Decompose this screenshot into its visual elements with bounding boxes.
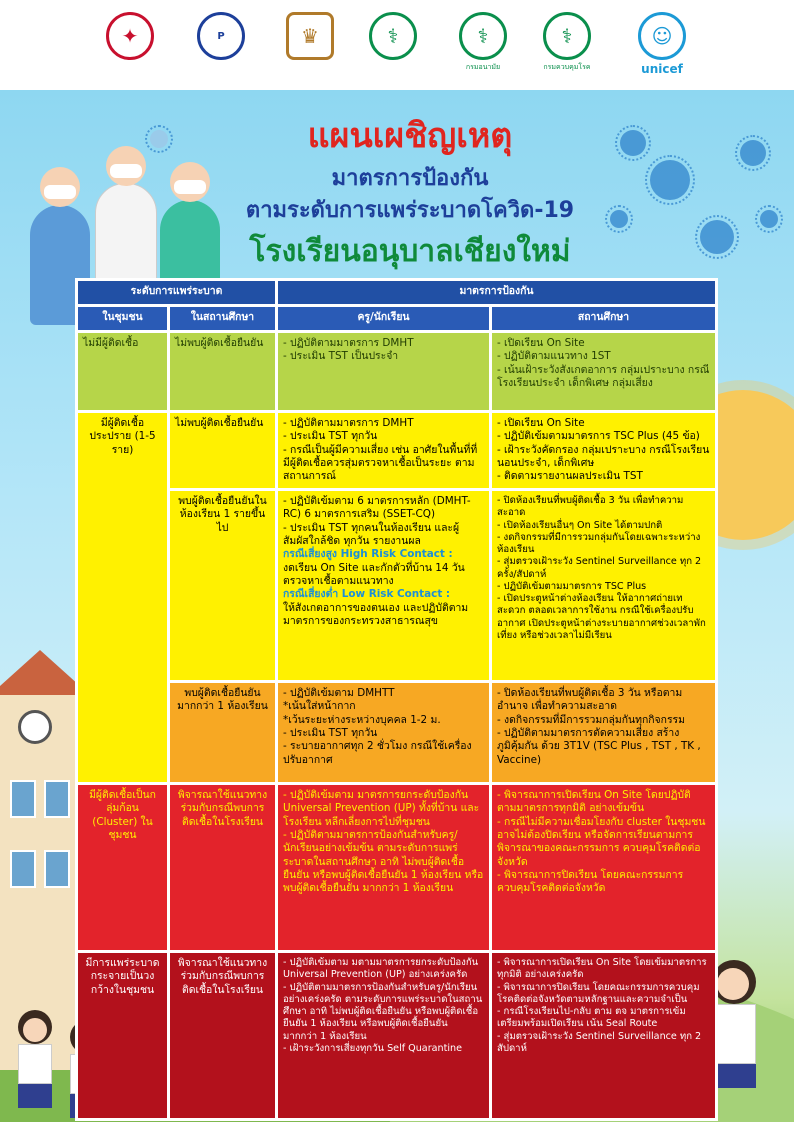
list-item: *เว้นระยะห่างระหว่างบุคคล 1-2 ม. <box>283 713 441 726</box>
logo-1 <box>103 12 157 76</box>
royal-emblem-icon: ♛ <box>286 12 334 60</box>
list-item: - งดกิจกรรมที่มีการรวมกลุ่มกันทุกกิจกรรม <box>497 713 685 726</box>
list-item: - ปฏิบัติเข้มตาม DMHTT <box>283 687 395 699</box>
list-item: - ปฏิบัติตามมาตรการ DMHT <box>283 417 414 429</box>
row1-school: ไม่พบผู้ติดเชื้อยืนยัน <box>169 332 277 412</box>
table-row <box>77 412 717 490</box>
list-item: - เน้นเฝ้าระวังสังเกตอาการ กลุ่มเปราะบาง กรณีโรงเรียนประจำ เด็กพิเศษ กลุ่มเสี่ยง <box>497 363 710 389</box>
list-item: - พิจารณาการเปิดเรียน On Site โดยปฏิบัติตามมาตรการทุกมิติ อย่างเข้มข้น <box>497 789 691 815</box>
logo-2 <box>194 12 248 76</box>
table-row <box>77 490 717 682</box>
header-teacher: ครู/นักเรียน <box>277 306 491 332</box>
virus-icon <box>740 140 766 166</box>
unicef-logo-icon: ☺ <box>638 12 686 60</box>
list-item: - ปฏิบัติตามแนวทาง 1ST <box>497 350 611 363</box>
list-item: - ปฏิบัติตามมาตรการป้องกันสำหรับครู/นักเรียนอย่างเข้มข้น ตามระดับการแพร่ระบาดในสถานศึกษา อาทิ ไม่พบผู้ติดเชื้อยืนยัน หรือพบผู้ติดเชื้อยืนยัน 1 ห้องเรียน หรือพบผู้ติดเชื้อยืนยัน มากกว่า 1 ห้องเรียน <box>283 828 484 895</box>
row2b-teacher <box>277 490 491 682</box>
subtitle-covid: ตามระดับการแพร่ระบาดโควิด-19 <box>245 198 575 223</box>
table-row <box>77 332 717 412</box>
virus-icon <box>760 210 778 228</box>
row2a-teacher <box>277 412 491 490</box>
list-item: - เปิดเรียน On Site <box>497 417 585 429</box>
list-item: - เฝ้าระวังการเสี่ยงทุกวัน Self Quarantine <box>283 1042 463 1054</box>
list-item: - ประเมิน TST ทุกวัน <box>283 430 378 443</box>
page-title: แผนเผชิญเหตุ <box>307 116 513 156</box>
row2c-institution <box>491 682 717 784</box>
logo-5 <box>456 12 510 76</box>
list-item: - ระบายอากาศทุก 2 ชั่วโมง กรณีใช้เครื่องปรับอากาศ <box>283 740 472 766</box>
header-measures: มาตรการป้องกัน <box>277 280 717 306</box>
measures-table <box>75 278 718 1121</box>
list-item: - พิจารณาการปิดเรียน โดยคณะกรรมการควบคุมโรคติดต่อจังหวัดตามหลักฐานและความจำเป็น <box>497 981 700 1005</box>
virus-icon <box>620 130 646 156</box>
list-item: - ปิดห้องเรียนที่พบผู้ติดเชื้อ 3 วัน เพื่อทำความสะอาด <box>497 495 684 519</box>
list-item: - สุ่มตรวจเฝ้าระวัง Sentinel Surveillance ทุก 2 ครั้ง/สัปดาห์ <box>497 556 702 580</box>
list-item: - ประเมิน TST ทุกคนในห้องเรียน และผู้สัมผัสใกล้ชิด ทุกวัน รายงานผล <box>283 521 460 547</box>
clock-icon <box>18 710 52 744</box>
list-item: - พิจารณาการปิดเรียน โดยคณะกรรมการควบคุมโรคติดต่อจังหวัด <box>497 868 684 895</box>
header-school: ในสถานศึกษา <box>169 306 277 332</box>
row3-institution <box>491 784 717 952</box>
row4-community: มีการแพร่ระบาดกระจายเป็นวงกว้างในชุมชน <box>77 952 169 1120</box>
list-item: - ปฏิบัติตามมาตรการตัดความเสี่ยง สร้างภูมิคุ้มกัน ด้วย 3T1V (TSC Plus , TST , TK , Vaccine) <box>497 726 701 766</box>
department-of-health-icon: ⚕ <box>459 12 507 60</box>
row4-teacher <box>277 952 491 1120</box>
student-figure <box>18 1010 52 1122</box>
high-risk-label: กรณีเสี่ยงสูง High Risk Contact : <box>283 548 453 561</box>
logo-3 <box>283 12 337 76</box>
logo-caption: กรมอนามัย <box>465 63 501 71</box>
list-item: - กรณีเป็นผู้มีความเสี่ยง เช่น อาศัยในพื้นที่ที่มีผู้ติดเชื้อควรสุ่มตรวจหาเชื้อเป็นระยะ ตามสถานการณ์ <box>283 443 478 483</box>
list-item: - ปฏิบัติเข้มตามมาตรการ TSC Plus (45 ข้อ) <box>497 430 700 443</box>
row2c-school: พบผู้ติดเชื้อยืนยันมากกว่า 1 ห้องเรียน <box>169 682 277 784</box>
list-item: - เปิดห้องเรียนอื่นๆ On Site ได้ตามปกติ <box>497 519 663 531</box>
logo-bar <box>0 0 794 90</box>
virus-icon <box>700 220 734 254</box>
row1-institution <box>491 332 717 412</box>
logo-6 <box>540 12 594 76</box>
table-row <box>77 952 717 1120</box>
row2b-institution <box>491 490 717 682</box>
logo-4 <box>366 12 420 76</box>
list-item: - ปิดห้องเรียนที่พบผู้ติดเชื้อ 3 วัน หรือตามอำนาจ เพื่อทำความสะอาด <box>497 687 683 713</box>
high-risk-text: งดเรียน On Site และกักตัวที่บ้าน 14 วัน ตรวจหาเชื้อตามแนวทาง <box>283 561 465 587</box>
school-name: โรงเรียนอนุบาลเชียงใหม่ <box>249 234 571 269</box>
row3-community: มีผู้ติดเชื้อเป็นกลุ่มก้อน (Cluster) ในชุมชน <box>77 784 169 952</box>
table-row <box>77 784 717 952</box>
logo-caption: unicef <box>641 62 683 76</box>
ministry-public-health-icon: ⚕ <box>369 12 417 60</box>
list-item: - งดกิจกรรมที่มีการรวมกลุ่มกันโดยเฉพาะระหว่างห้องเรียน <box>497 531 701 556</box>
disease-control-icon: ⚕ <box>543 12 591 60</box>
table-subheader-row <box>77 306 717 332</box>
list-item: - เฝ้าระวังคัดกรอง กลุ่มเปราะบาง กรณีโรงเรียนนอนประจำ, เด็กพิเศษ <box>497 443 710 469</box>
list-item: - ประเมิน TST ทุกวัน <box>283 726 378 739</box>
list-item: *เน้นใส่หน้ากาก <box>283 700 356 713</box>
row2a-institution <box>491 412 717 490</box>
logo-caption: กรมควบคุมโรค <box>543 63 591 71</box>
virus-icon <box>650 160 690 200</box>
list-item: - สุ่มตรวจเฝ้าระวัง Sentinel Surveillance ทุก 2 สัปดาห์ <box>497 1030 702 1054</box>
table-header-row <box>77 280 717 306</box>
list-item: - ปฏิบัติเข้มตามมาตรการ TSC Plus <box>497 580 647 592</box>
list-item: - กรณีไม่มีความเชื่อมโยงกับ cluster ในชุมชน อาจไม่ต้องปิดเรียน หรือจัดการเรียนตามการพิจารณาของคณะกรรมการ ควบคุมโรคติดต่อจังหวัด <box>497 815 706 868</box>
row2b-school: พบผู้ติดเชื้อยืนยันในห้องเรียน 1 รายขึ้นไป <box>169 490 277 682</box>
list-item: - ประเมิน TST เป็นประจำ <box>283 350 399 363</box>
list-item: - ปฏิบัติตามมาตรการ DMHT <box>283 337 414 349</box>
list-item: - ติดตามรายงานผลประเมิน TST <box>497 470 643 483</box>
pidst-logo-icon: P <box>197 12 245 60</box>
row3-school: พิจารณาใช้แนวทาง ร่วมกับกรณีพบการติดเชื้อในโรงเรียน <box>169 784 277 952</box>
list-item: - กรณีโรงเรียนไป-กลับ ตาม ตจ มาตรการเข้มเตรียมพร้อมเปิดเรียน เน้น Seal Route <box>497 1006 686 1030</box>
header-institution: สถานศึกษา <box>491 306 717 332</box>
list-item: - ปฏิบัติเข้มตาม 6 มาตรการหลัก (DMHT-RC) 6 มาตรการเสริม (SSET-CQ) <box>283 495 471 521</box>
student-figure <box>712 960 756 1122</box>
row2-community: มีผู้ติดเชื้อประปราย (1-5 ราย) <box>77 412 169 784</box>
low-risk-text: ให้สังเกตอาการของตนเอง และปฏิบัติตามมาตรการของกระทรวงสาธารณสุข <box>283 601 469 627</box>
header-community: ในชุมชน <box>77 306 169 332</box>
list-item: - พิจารณาการเปิดเรียน On Site โดยเข้มมาตรการทุกมิติ อย่างเคร่งครัด <box>497 957 707 981</box>
row1-community: ไม่มีผู้ติดเชื้อ <box>77 332 169 412</box>
list-item: - เปิดประตูหน้าต่างห้องเรียน ให้อากาศถ่ายเทสะดวก ตลอดเวลาการใช้งาน กรณีใช้เครื่องปรับอากาศ เปิดประตูหน้าต่างระบายอากาศช่วงเวลาพักเที่ยง หรือช่วงเวลาไม่มีเรียน <box>497 593 706 641</box>
row2c-teacher <box>277 682 491 784</box>
police-emblem-icon: ✦ <box>106 12 154 60</box>
list-item: - ปฏิบัติเข้มตาม มตามมาตรการยกระดับป้องกัน Universal Prevention (UP) อย่างเคร่งครัด <box>283 957 479 981</box>
header-level: ระดับการแพร่ระบาด <box>77 280 277 306</box>
logo-7 <box>632 12 692 76</box>
subtitle-measures: มาตรการป้องกัน <box>331 166 489 191</box>
list-item: - ปฏิบัติเข้มตาม มาตรการยกระดับป้องกัน Universal Prevention (UP) ทั้งที่บ้าน และโรงเรียน หลีกเลี่ยงการไปที่ชุมชน <box>283 789 480 828</box>
list-item: - ปฏิบัติตามมาตรการป้องกันสำหรับครู/นักเรียนอย่างเคร่งครัด ตามระดับการแพร่ระบาดในสถานศึกษา อาทิ ไม่พบผู้ติดเชื้อยืนยัน หรือพบผู้ติดเชื้อยืนยัน 1 ห้องเรียน หรือพบผู้ติดเชื้อยืนยัน มากกว่า 1 ห้องเรียน <box>283 981 483 1042</box>
row1-teacher <box>277 332 491 412</box>
low-risk-label: กรณีเสี่ยงต่ำ Low Risk Contact : <box>283 588 451 601</box>
table-row <box>77 682 717 784</box>
row4-institution <box>491 952 717 1120</box>
row4-school: พิจารณาใช้แนวทาง ร่วมกับกรณีพบการติดเชื้อในโรงเรียน <box>169 952 277 1120</box>
row3-teacher <box>277 784 491 952</box>
row2a-school: ไม่พบผู้ติดเชื้อยืนยัน <box>169 412 277 490</box>
list-item: - เปิดเรียน On Site <box>497 337 585 349</box>
